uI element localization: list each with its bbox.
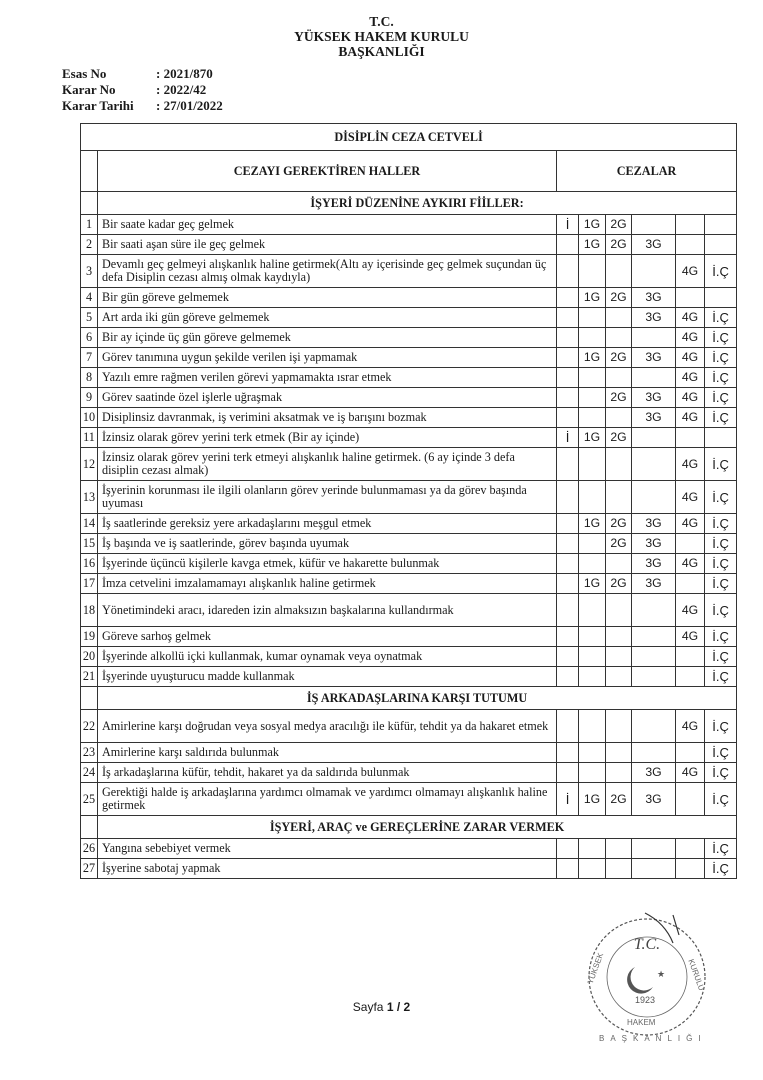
penalty-cell — [606, 328, 632, 348]
row-number: 2 — [81, 235, 98, 255]
row-number: 10 — [81, 408, 98, 428]
penalty-cell — [676, 743, 705, 763]
penalty-cell — [557, 308, 579, 328]
penalty-cell: İ.Ç — [705, 328, 737, 348]
penalty-cell: 1G — [579, 288, 606, 308]
penalty-cell — [632, 594, 676, 627]
section-title: İŞYERİ, ARAÇ ve GEREÇLERİNE ZARAR VERMEK — [98, 816, 737, 839]
header-blank-cell — [81, 151, 98, 192]
penalty-cell — [606, 255, 632, 288]
penalty-cell: 4G — [676, 388, 705, 408]
penalty-cell: 1G — [579, 428, 606, 448]
penalty-cell: 3G — [632, 574, 676, 594]
penalty-cell — [705, 288, 737, 308]
offense-description: Görev tanımına uygun şekilde verilen işi yapmamak — [98, 348, 557, 368]
discipline-penalty-table — [80, 123, 737, 879]
penalty-cell — [579, 368, 606, 388]
penalty-cell: 2G — [606, 235, 632, 255]
svg-text:★: ★ — [657, 969, 666, 979]
penalty-cell — [606, 594, 632, 627]
meta-karar: Karar No : 2022/42 — [62, 82, 207, 97]
row-number: 7 — [81, 348, 98, 368]
seal-top-text: T.C. — [633, 936, 661, 953]
table-row — [81, 328, 737, 348]
row-number: 17 — [81, 574, 98, 594]
penalty-cell: 4G — [676, 763, 705, 783]
penalty-cell — [606, 481, 632, 514]
offense-description: Göreve sarhoş gelmek — [98, 627, 557, 647]
table-row — [81, 448, 737, 481]
row-number: 21 — [81, 667, 98, 687]
penalty-cell — [557, 348, 579, 368]
penalty-cell — [557, 328, 579, 348]
table-row — [81, 710, 737, 743]
table-row — [81, 255, 737, 288]
row-number: 15 — [81, 534, 98, 554]
penalty-cell: İ.Ç — [705, 574, 737, 594]
penalty-cell — [579, 667, 606, 687]
penalty-cell — [557, 763, 579, 783]
row-number: 20 — [81, 647, 98, 667]
penalty-cell — [705, 428, 737, 448]
penalty-cell: 2G — [606, 428, 632, 448]
offense-description: İşyerinde uyuşturucu madde kullanmak — [98, 667, 557, 687]
penalty-cell: İ.Ç — [705, 647, 737, 667]
penalty-cell — [632, 839, 676, 859]
table-row — [81, 288, 737, 308]
penalty-cell — [676, 667, 705, 687]
penalty-cell: 2G — [606, 348, 632, 368]
table-row — [81, 534, 737, 554]
row-number: 25 — [81, 783, 98, 816]
offense-description: Disiplinsiz davranmak, iş verimini aksatmak ve iş barışını bozmak — [98, 408, 557, 428]
penalty-cell — [632, 448, 676, 481]
penalty-cell — [606, 448, 632, 481]
penalty-cell: 3G — [632, 554, 676, 574]
penalty-cell — [557, 408, 579, 428]
offense-description: İş arkadaşlarına küfür, tehdit, hakaret ya da saldırıda bulunmak — [98, 763, 557, 783]
penalty-cell — [632, 428, 676, 448]
table-row — [81, 743, 737, 763]
offense-description: Yönetimindeki aracı, idareden izin almaksızın başkalarına kullandırmak — [98, 594, 557, 627]
penalty-cell — [676, 534, 705, 554]
penalty-cell — [606, 647, 632, 667]
penalty-cell: 4G — [676, 481, 705, 514]
penalty-cell: İ.Ç — [705, 368, 737, 388]
penalty-cell — [557, 368, 579, 388]
penalty-cell — [579, 481, 606, 514]
table-row — [81, 763, 737, 783]
penalty-cell — [579, 554, 606, 574]
offense-description: Yazılı emre rağmen verilen görevi yapmamakta ısrar etmek — [98, 368, 557, 388]
penalty-cell: 2G — [606, 783, 632, 816]
row-number: 12 — [81, 448, 98, 481]
penalty-cell — [579, 448, 606, 481]
penalty-cell: İ.Ç — [705, 710, 737, 743]
penalty-cell — [579, 308, 606, 328]
penalty-cell: 4G — [676, 448, 705, 481]
penalty-cell: İ.Ç — [705, 839, 737, 859]
penalty-cell — [557, 534, 579, 554]
penalty-cell: 3G — [632, 348, 676, 368]
penalty-cell — [705, 215, 737, 235]
penalty-cell — [557, 554, 579, 574]
penalty-cell — [557, 235, 579, 255]
row-number: 14 — [81, 514, 98, 534]
penalty-cell — [579, 743, 606, 763]
row-number: 22 — [81, 710, 98, 743]
penalty-cell — [676, 235, 705, 255]
table-row — [81, 481, 737, 514]
offense-description: İşyerinde üçüncü kişilerle kavga etmek, küfür ve hakarette bulunmak — [98, 554, 557, 574]
penalty-cell: 4G — [676, 627, 705, 647]
seal-year: 1923 — [635, 995, 656, 1005]
penalty-cell — [579, 627, 606, 647]
penalty-cell: İ.Ç — [705, 743, 737, 763]
table-title: DİSİPLİN CEZA CETVELİ — [81, 124, 737, 151]
penalty-cell — [705, 235, 737, 255]
penalty-cell: İ.Ç — [705, 667, 737, 687]
page-footer: Sayfa 1 / 2 — [352, 1000, 411, 1014]
penalty-cell: İ.Ç — [705, 388, 737, 408]
penalty-cell — [632, 667, 676, 687]
penalty-cell: 2G — [606, 534, 632, 554]
penalty-cell — [557, 255, 579, 288]
meta-karar-tarihi: Karar Tarihi : 27/01/2022 — [62, 98, 223, 113]
penalty-cell: İ.Ç — [705, 448, 737, 481]
seal-bottom-text: BAŞKANLIĞI — [599, 1034, 707, 1043]
row-number: 13 — [81, 481, 98, 514]
table-row — [81, 408, 737, 428]
penalty-cell — [557, 647, 579, 667]
penalty-cell: 3G — [632, 235, 676, 255]
penalty-cell: İ.Ç — [705, 554, 737, 574]
penalty-cell: 4G — [676, 308, 705, 328]
row-number: 23 — [81, 743, 98, 763]
table-row — [81, 594, 737, 627]
penalty-cell — [579, 594, 606, 627]
penalty-cell — [606, 710, 632, 743]
offense-description: Amirlerine karşı doğrudan veya sosyal medya aracılığı ile küfür, tehdit ya da hakaret etmek — [98, 710, 557, 743]
penalty-cell — [606, 308, 632, 328]
penalty-cell — [632, 647, 676, 667]
penalty-cell: 3G — [632, 534, 676, 554]
table-row — [81, 428, 737, 448]
penalty-cell — [632, 255, 676, 288]
row-number: 27 — [81, 859, 98, 879]
penalty-cell: İ.Ç — [705, 408, 737, 428]
penalty-cell — [606, 839, 632, 859]
penalty-cell: 2G — [606, 514, 632, 534]
penalty-cell — [557, 710, 579, 743]
header-conditions: CEZAYI GEREKTİREN HALLER — [98, 151, 557, 192]
penalty-cell — [632, 368, 676, 388]
offense-description: Görev saatinde özel işlerle uğraşmak — [98, 388, 557, 408]
penalty-cell — [632, 743, 676, 763]
penalty-cell — [579, 859, 606, 879]
penalty-cell: İ.Ç — [705, 627, 737, 647]
row-number: 26 — [81, 839, 98, 859]
row-number: 5 — [81, 308, 98, 328]
row-number: 9 — [81, 388, 98, 408]
penalty-cell: İ.Ç — [705, 481, 737, 514]
penalty-cell — [579, 534, 606, 554]
offense-description: İş başında ve iş saatlerinde, görev başında uyumak — [98, 534, 557, 554]
penalty-cell — [557, 859, 579, 879]
case-metadata — [62, 66, 223, 114]
header-department: BAŞKANLIĞI — [338, 44, 425, 59]
penalty-cell — [676, 428, 705, 448]
offense-description: İş saatlerinde gereksiz yere arkadaşlarını meşgul etmek — [98, 514, 557, 534]
row-number: 18 — [81, 594, 98, 627]
row-number: 4 — [81, 288, 98, 308]
table-row — [81, 235, 737, 255]
table-row — [81, 839, 737, 859]
penalty-cell: İ.Ç — [705, 763, 737, 783]
penalty-cell: İ.Ç — [705, 514, 737, 534]
penalty-cell: İ — [557, 783, 579, 816]
penalty-cell: 2G — [606, 288, 632, 308]
header-penalties: CEZALAR — [557, 151, 737, 192]
penalty-cell: 1G — [579, 235, 606, 255]
table-row — [81, 859, 737, 879]
offense-description: Yangına sebebiyet vermek — [98, 839, 557, 859]
table-row — [81, 514, 737, 534]
penalty-cell: İ.Ç — [705, 534, 737, 554]
penalty-cell: 1G — [579, 348, 606, 368]
table-row — [81, 215, 737, 235]
row-number: 16 — [81, 554, 98, 574]
penalty-cell: İ — [557, 428, 579, 448]
penalty-cell: İ — [557, 215, 579, 235]
table-row — [81, 308, 737, 328]
offense-description: Devamlı geç gelmeyi alışkanlık haline getirmek(Altı ay içerisinde geç gelmek suçundan üç defa Disiplin cezası almış olmak kaydıyla) — [98, 255, 557, 288]
row-number: 1 — [81, 215, 98, 235]
penalty-cell: 4G — [676, 408, 705, 428]
penalty-cell — [632, 215, 676, 235]
penalty-cell: İ.Ç — [705, 594, 737, 627]
penalty-cell: 4G — [676, 328, 705, 348]
row-number: 24 — [81, 763, 98, 783]
penalty-cell — [579, 328, 606, 348]
penalty-cell — [632, 859, 676, 879]
row-number: 19 — [81, 627, 98, 647]
penalty-cell — [632, 481, 676, 514]
penalty-cell: 3G — [632, 763, 676, 783]
table-row — [81, 348, 737, 368]
penalty-cell: 2G — [606, 215, 632, 235]
offense-description: Gerektiği halde iş arkadaşlarına yardımcı olmamak ve yardımcı olmamayı alışkanlık haline getirmek — [98, 783, 557, 816]
offense-description: İmza cetvelini imzalamamayı alışkanlık haline getirmek — [98, 574, 557, 594]
offense-description: Bir saati aşan süre ile geç gelmek — [98, 235, 557, 255]
penalty-cell: 4G — [676, 348, 705, 368]
row-number: 3 — [81, 255, 98, 288]
penalty-cell — [676, 215, 705, 235]
penalty-cell — [579, 710, 606, 743]
header-institution: YÜKSEK HAKEM KURULU — [294, 29, 469, 44]
penalty-cell: 1G — [579, 783, 606, 816]
meta-esas: Esas No : 2021/870 — [62, 66, 213, 81]
row-number: 6 — [81, 328, 98, 348]
penalty-cell — [557, 481, 579, 514]
penalty-cell: 3G — [632, 308, 676, 328]
seal-ring-mid: HAKEM — [627, 1018, 656, 1027]
table-row — [81, 647, 737, 667]
penalty-cell — [557, 448, 579, 481]
penalty-cell — [579, 763, 606, 783]
penalty-cell — [606, 408, 632, 428]
page-number: 1 / 2 — [386, 1000, 411, 1014]
offense-description: Bir saate kadar geç gelmek — [98, 215, 557, 235]
penalty-cell: 4G — [676, 554, 705, 574]
official-seal — [585, 905, 725, 1055]
penalty-cell — [557, 667, 579, 687]
penalty-cell: 1G — [579, 514, 606, 534]
penalty-cell: 1G — [579, 215, 606, 235]
penalty-cell — [606, 743, 632, 763]
penalty-cell: 2G — [606, 574, 632, 594]
penalty-cell — [557, 594, 579, 627]
penalty-cell — [606, 627, 632, 647]
penalty-cell: 4G — [676, 710, 705, 743]
penalty-cell — [632, 710, 676, 743]
penalty-cell — [557, 388, 579, 408]
penalty-cell — [606, 763, 632, 783]
penalty-cell — [557, 627, 579, 647]
offense-description: İşyerine sabotaj yapmak — [98, 859, 557, 879]
penalty-cell: 4G — [676, 368, 705, 388]
penalty-cell: İ.Ç — [705, 348, 737, 368]
offense-description: Bir ay içinde üç gün göreve gelmemek — [98, 328, 557, 348]
penalty-cell: İ.Ç — [705, 308, 737, 328]
penalty-cell — [579, 388, 606, 408]
penalty-cell — [676, 859, 705, 879]
penalty-cell — [579, 408, 606, 428]
offense-description: İşyerinde alkollü içki kullanmak, kumar oynamak veya oynatmak — [98, 647, 557, 667]
section-title: İŞYERİ DÜZENİNE AYKIRI FİİLLER: — [98, 192, 737, 215]
offense-description: İzinsiz olarak görev yerini terk etmek (Bir ay içinde) — [98, 428, 557, 448]
seal-ring-right: KURULU — [686, 957, 707, 992]
seal-ring-left: YÜKSEK — [585, 951, 606, 986]
table-row — [81, 388, 737, 408]
table-row — [81, 368, 737, 388]
penalty-cell: İ.Ç — [705, 255, 737, 288]
header-tc: T.C. — [369, 14, 394, 29]
offense-description: Amirlerine karşı saldırıda bulunmak — [98, 743, 557, 763]
penalty-cell: 3G — [632, 288, 676, 308]
penalty-cell — [557, 839, 579, 859]
penalty-cell: 4G — [676, 255, 705, 288]
penalty-cell — [632, 328, 676, 348]
penalty-cell: 3G — [632, 388, 676, 408]
penalty-cell — [557, 514, 579, 534]
section-blank-cell — [81, 687, 98, 710]
penalty-cell — [676, 783, 705, 816]
penalty-cell — [676, 574, 705, 594]
penalty-cell: 3G — [632, 514, 676, 534]
penalty-cell — [676, 647, 705, 667]
penalty-cell — [579, 647, 606, 667]
penalty-cell: 3G — [632, 408, 676, 428]
row-number: 8 — [81, 368, 98, 388]
table-row — [81, 627, 737, 647]
penalty-cell — [676, 839, 705, 859]
offense-description: Bir gün göreve gelmemek — [98, 288, 557, 308]
offense-description: İzinsiz olarak görev yerini terk etmeyi alışkanlık haline getirmek. (6 ay içinde 3 defa disiplin cezası almak) — [98, 448, 557, 481]
offense-description: İşyerinin korunması ile ilgili olanların görev yerinde bulunmaması ya da görev başında uyuması — [98, 481, 557, 514]
penalty-cell — [606, 859, 632, 879]
penalty-cell: 1G — [579, 574, 606, 594]
section-blank-cell — [81, 816, 98, 839]
section-blank-cell — [81, 192, 98, 215]
penalty-cell — [557, 743, 579, 763]
penalty-cell — [606, 368, 632, 388]
penalty-cell — [579, 255, 606, 288]
table-row — [81, 783, 737, 816]
penalty-cell: İ.Ç — [705, 783, 737, 816]
penalty-cell — [557, 574, 579, 594]
table-row — [81, 574, 737, 594]
penalty-cell — [579, 839, 606, 859]
penalty-cell: 4G — [676, 594, 705, 627]
row-number: 11 — [81, 428, 98, 448]
penalty-cell: 2G — [606, 388, 632, 408]
penalty-cell: 4G — [676, 514, 705, 534]
section-title: İŞ ARKADAŞLARINA KARŞI TUTUMU — [98, 687, 737, 710]
offense-description: Art arda iki gün göreve gelmemek — [98, 308, 557, 328]
penalty-cell — [676, 288, 705, 308]
penalty-cell — [606, 554, 632, 574]
penalty-cell — [557, 288, 579, 308]
penalty-cell — [606, 667, 632, 687]
table-row — [81, 667, 737, 687]
penalty-cell — [632, 627, 676, 647]
penalty-cell: İ.Ç — [705, 859, 737, 879]
table-row — [81, 554, 737, 574]
penalty-cell: 3G — [632, 783, 676, 816]
